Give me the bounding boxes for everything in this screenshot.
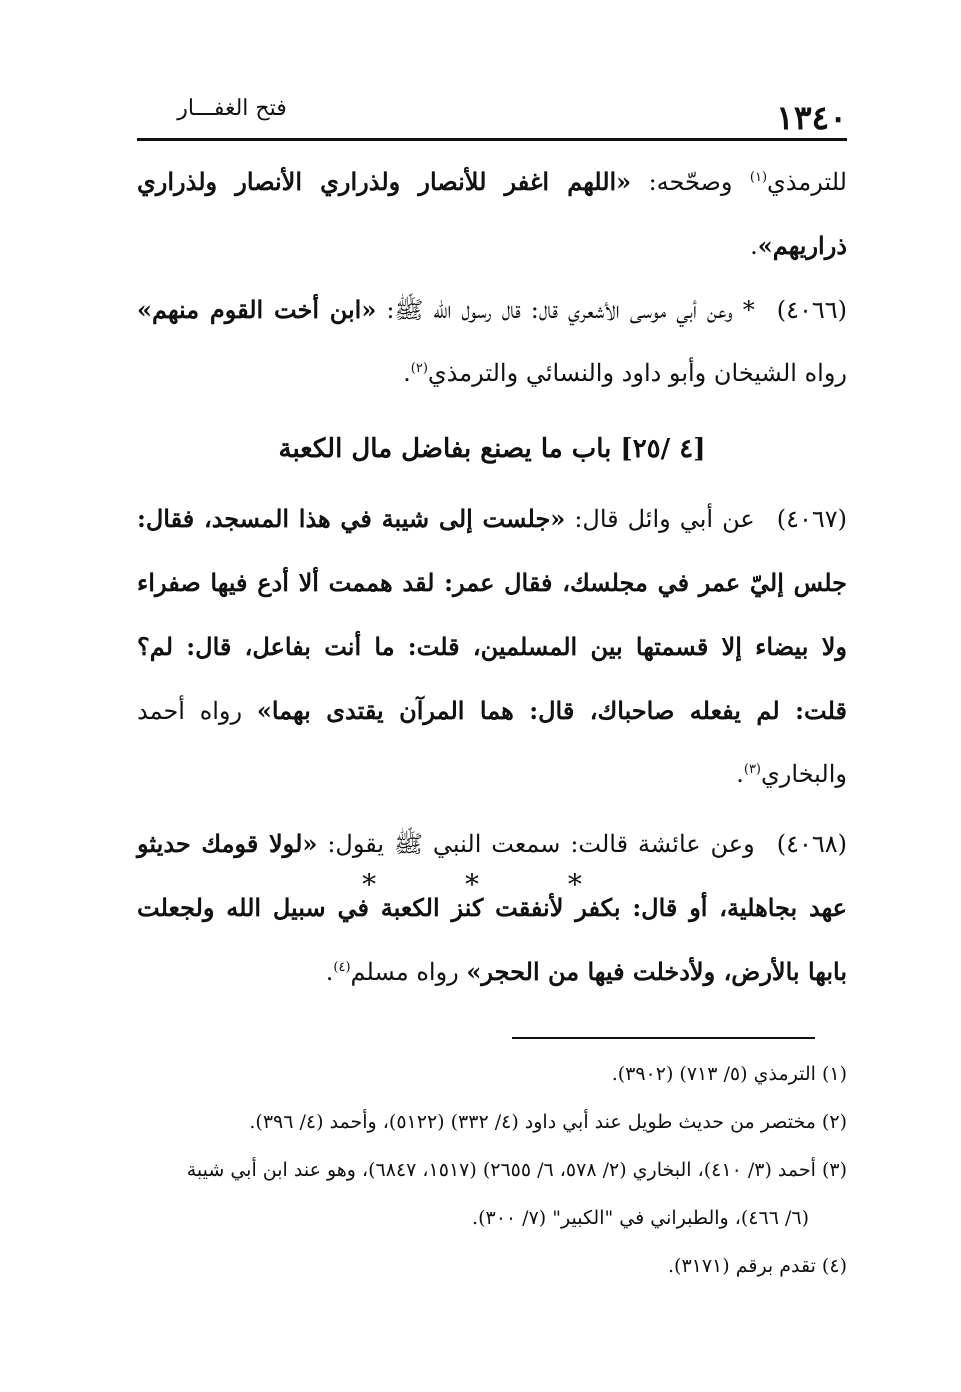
footnote-4: (٤) تقدم برقم (٣١٧١). bbox=[667, 1255, 847, 1277]
p4-pre: وعن عائشة قالت: سمعت النبي ﷺ يقول: bbox=[317, 830, 755, 858]
p3-end: . bbox=[736, 760, 744, 788]
section-heading: [٤ /٢٥] باب ما يصنع بفاضل مال الكعبة bbox=[278, 434, 706, 464]
running-title: فتح الغفـــار bbox=[177, 96, 287, 121]
footnote-ref-4: (٤) bbox=[333, 960, 351, 975]
p1-end: . bbox=[750, 232, 758, 260]
p1-mid: وصحّحه: bbox=[631, 168, 750, 196]
page-header bbox=[137, 92, 847, 140]
paragraph-4068 bbox=[137, 812, 847, 1004]
footnotes bbox=[137, 1050, 847, 1290]
page-number: ١٣٤٠ bbox=[776, 98, 847, 137]
p1-quote: «اللهم اغفر للأنصار ولذراري الأنصار ولذراري ذراريهم» bbox=[137, 167, 847, 260]
p2-quote: «ابن أخت القوم منهم» bbox=[137, 295, 377, 324]
section-separator-stars: * * * bbox=[362, 868, 622, 901]
paragraph-4067 bbox=[137, 487, 847, 806]
footnote-3-continued: (٦/ ٤٦٦)، والطبراني في "الكبير" (٧/ ٣٠٠). bbox=[472, 1207, 809, 1229]
p4-end: . bbox=[325, 958, 334, 986]
p2-pre: وعن أبي موسى الأشعري قال: قال رسول الله ﷺ: bbox=[376, 296, 743, 324]
header-rule bbox=[137, 138, 847, 141]
p2-end: . bbox=[403, 359, 411, 387]
paragraph-1 bbox=[137, 150, 847, 278]
p2-post: رواه الشيخان وأبو داود والنسائي والترمذي bbox=[427, 359, 847, 387]
footnote-2: (٢) مختصر من حديث طويل عند أبي داود (٤/ ٣٣٢) (٥١٢٢)، وأحمد (٤/ ٣٩٦). bbox=[249, 1111, 847, 1133]
paragraph-4066 bbox=[137, 278, 847, 405]
footnote-3: (٣) أحمد (٣/ ٤١٠)، البخاري (٢/ ٥٧٨، ٦/ ٢٦٥٥) (١٥١٧، ٦٨٤٧)، وهو عند ابن أبي شيبة bbox=[186, 1159, 847, 1181]
hadith-number-4066: (٤٠٦٦) bbox=[776, 296, 847, 324]
footnote-ref-3: (٣) bbox=[743, 762, 761, 777]
star-marker: * bbox=[742, 296, 755, 324]
p3-post: رواه أحمد والبخاري bbox=[137, 697, 847, 788]
footnote-ref-2: (٢) bbox=[410, 361, 428, 376]
p4-post: رواه مسلم bbox=[350, 958, 467, 986]
p4-quote: «لولا قومك حديثو عهد بجاهلية، أو قال: بكفر لأنفقت كنز الكعبة في سبيل الله ولجعلت بابها بالأرض، ولأدخلت فيها من الحجر» bbox=[137, 829, 847, 986]
hadith-number-4067: (٤٠٦٧) bbox=[776, 505, 847, 533]
footnote-1: (١) الترمذي (٥/ ٧١٣) (٣٩٠٢). bbox=[611, 1063, 847, 1085]
p3-pre: عن أبي وائل قال: bbox=[565, 505, 755, 533]
footnote-rule bbox=[512, 1037, 815, 1039]
hadith-number-4068: (٤٠٦٨) bbox=[776, 830, 847, 858]
footnote-ref-1: (١) bbox=[749, 170, 768, 185]
p3-quote: «جلست إلى شيبة في هذا المسجد، فقال: جلس إليّ عمر في مجلسك، فقال عمر: لقد هممت ألا أدع فيها صفراء ولا بيضاء إلا قسمتها بين المسلمين، قلت: ما أنت بفاعل، قال: لم؟ قلت: لم يفعله صاحباك، قال: هما المرآن يقتدى بهما» bbox=[137, 504, 847, 725]
p1-pre: للترمذي bbox=[767, 168, 847, 196]
